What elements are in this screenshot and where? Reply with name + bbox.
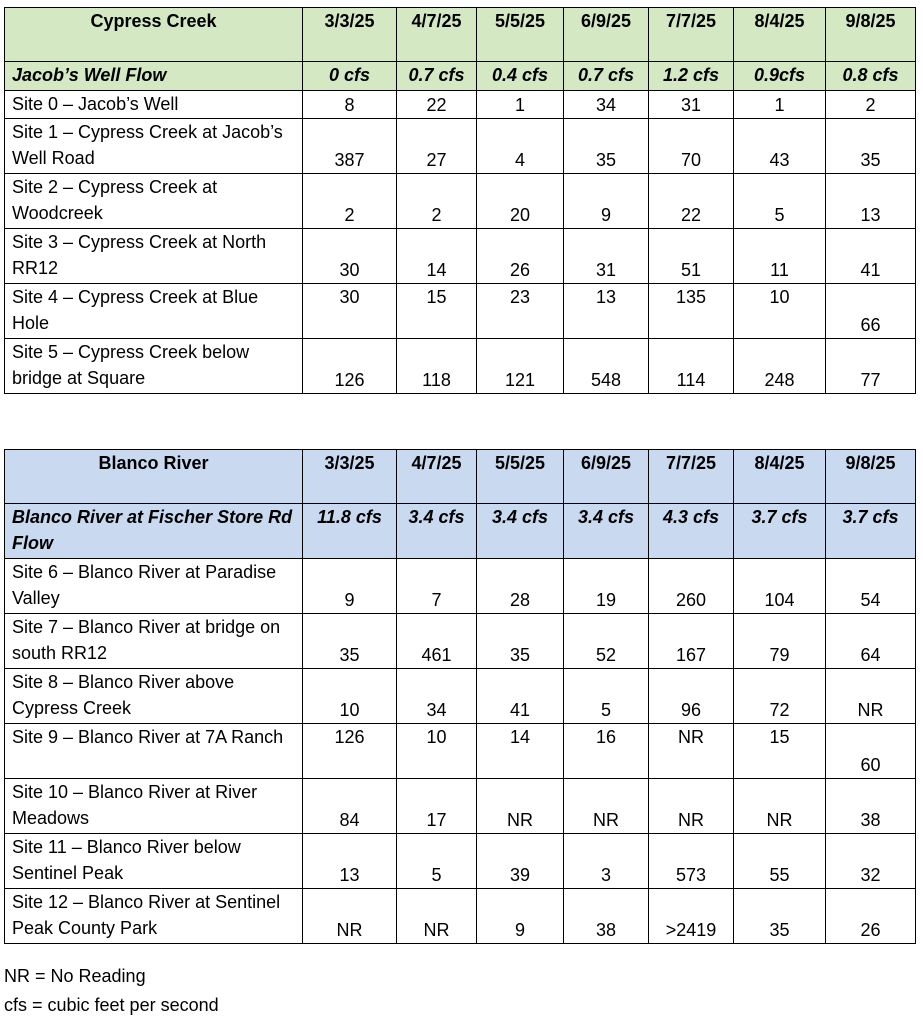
date-header: 6/9/25	[564, 450, 649, 504]
cell-value: 26	[477, 229, 564, 284]
cell-value: 9	[303, 559, 397, 614]
cell-value: 17	[397, 779, 477, 834]
cell-value: NR	[397, 889, 477, 944]
cell-value: NR	[564, 779, 649, 834]
cell-value: 22	[649, 174, 734, 229]
date-header: 4/7/25	[397, 8, 477, 62]
cell-value: 9	[564, 174, 649, 229]
date-header: 9/8/25	[826, 450, 916, 504]
cell-value: 2	[826, 91, 916, 119]
flow-value: 3.4 cfs	[564, 504, 649, 559]
cell-value: 10	[734, 284, 826, 339]
cell-value: NR	[649, 724, 734, 779]
cell-value: NR	[303, 889, 397, 944]
cell-value: 13	[303, 834, 397, 889]
site-name: Site 10 – Blanco River at River Meadows	[5, 779, 303, 834]
blanco-river-table	[4, 449, 916, 944]
date-header: 8/4/25	[734, 8, 826, 62]
cell-value: 260	[649, 559, 734, 614]
cell-value: 248	[734, 339, 826, 394]
cell-value: 573	[649, 834, 734, 889]
cell-value: 31	[564, 229, 649, 284]
cell-value: 548	[564, 339, 649, 394]
cell-value: 96	[649, 669, 734, 724]
date-header: 5/5/25	[477, 450, 564, 504]
cell-value: 30	[303, 229, 397, 284]
table-row	[5, 119, 916, 174]
cell-value: 41	[477, 669, 564, 724]
cell-value: 118	[397, 339, 477, 394]
cell-value: 461	[397, 614, 477, 669]
cell-value: 13	[826, 174, 916, 229]
cell-value: 32	[826, 834, 916, 889]
cell-value: 70	[649, 119, 734, 174]
cell-value: 8	[303, 91, 397, 119]
cell-value: 77	[826, 339, 916, 394]
site-name: Site 9 – Blanco River at 7A Ranch	[5, 724, 303, 779]
cell-value: 126	[303, 724, 397, 779]
cell-value: 55	[734, 834, 826, 889]
cell-value: 5	[397, 834, 477, 889]
cell-value: 79	[734, 614, 826, 669]
table-row	[5, 91, 916, 119]
cell-value: 35	[826, 119, 916, 174]
date-header: 7/7/25	[649, 8, 734, 62]
cell-value: 35	[303, 614, 397, 669]
date-header: 8/4/25	[734, 450, 826, 504]
cell-value: 5	[734, 174, 826, 229]
table-row	[5, 834, 916, 889]
cell-value: 387	[303, 119, 397, 174]
flow-value: 11.8 cfs	[303, 504, 397, 559]
cell-value: 34	[564, 91, 649, 119]
cell-value: 135	[649, 284, 734, 339]
legend-cfs: cfs = cubic feet per second	[4, 995, 219, 1015]
cell-value: 23	[477, 284, 564, 339]
cell-value: 10	[397, 724, 477, 779]
legend-nr: NR = No Reading	[4, 966, 146, 986]
table-title: Blanco River	[5, 450, 303, 504]
cell-value: 35	[564, 119, 649, 174]
table-title: Cypress Creek	[5, 8, 303, 62]
cell-value: 10	[303, 669, 397, 724]
cell-value: 38	[564, 889, 649, 944]
site-name: Site 5 – Cypress Creek below bridge at Square	[5, 339, 303, 394]
cell-value: 31	[649, 91, 734, 119]
cell-value: 35	[734, 889, 826, 944]
cell-value: 4	[477, 119, 564, 174]
cell-value: 14	[397, 229, 477, 284]
flow-value: 1.2 cfs	[649, 62, 734, 91]
cell-value: 1	[477, 91, 564, 119]
flow-value: 0.7 cfs	[564, 62, 649, 91]
cell-value: 72	[734, 669, 826, 724]
cell-value: 16	[564, 724, 649, 779]
cell-value: 22	[397, 91, 477, 119]
date-header: 4/7/25	[397, 450, 477, 504]
cell-value: 13	[564, 284, 649, 339]
flow-value: 0 cfs	[303, 62, 397, 91]
date-header: 9/8/25	[826, 8, 916, 62]
site-name: Site 4 – Cypress Creek at Blue Hole	[5, 284, 303, 339]
site-name: Site 3 – Cypress Creek at North RR12	[5, 229, 303, 284]
date-header: 3/3/25	[303, 450, 397, 504]
cell-value: 39	[477, 834, 564, 889]
flow-value: 4.3 cfs	[649, 504, 734, 559]
cell-value: 64	[826, 614, 916, 669]
cell-value: 28	[477, 559, 564, 614]
cell-value: 38	[826, 779, 916, 834]
flow-value: 0.7 cfs	[397, 62, 477, 91]
cell-value: 167	[649, 614, 734, 669]
cell-value: 35	[477, 614, 564, 669]
cell-value: 2	[397, 174, 477, 229]
cell-value: 27	[397, 119, 477, 174]
cell-value: 84	[303, 779, 397, 834]
cell-value: 19	[564, 559, 649, 614]
cell-value: 5	[564, 669, 649, 724]
cell-value: 51	[649, 229, 734, 284]
cell-value: 104	[734, 559, 826, 614]
cell-value: 1	[734, 91, 826, 119]
table-row	[5, 559, 916, 614]
site-name: Site 7 – Blanco River at bridge on south RR12	[5, 614, 303, 669]
flow-value: 0.9cfs	[734, 62, 826, 91]
cell-value: >2419	[649, 889, 734, 944]
cell-value: 2	[303, 174, 397, 229]
cell-value: NR	[649, 779, 734, 834]
table-row	[5, 229, 916, 284]
table-row	[5, 174, 916, 229]
cell-value: 14	[477, 724, 564, 779]
table-row	[5, 339, 916, 394]
cell-value: 9	[477, 889, 564, 944]
flow-value: 3.7 cfs	[826, 504, 916, 559]
site-name: Site 11 – Blanco River below Sentinel Peak	[5, 834, 303, 889]
table-row	[5, 779, 916, 834]
cell-value: NR	[477, 779, 564, 834]
site-name: Site 2 – Cypress Creek at Woodcreek	[5, 174, 303, 229]
cypress-creek-table	[4, 7, 916, 394]
cell-value: 15	[397, 284, 477, 339]
cell-value: 52	[564, 614, 649, 669]
flow-value: 3.4 cfs	[397, 504, 477, 559]
site-name: Site 1 – Cypress Creek at Jacob’s Well Road	[5, 119, 303, 174]
table-row	[5, 284, 916, 339]
cell-value: 30	[303, 284, 397, 339]
cell-value: 66	[826, 284, 916, 339]
cell-value: 126	[303, 339, 397, 394]
cell-value: 41	[826, 229, 916, 284]
cell-value: 3	[564, 834, 649, 889]
site-name: Site 6 – Blanco River at Paradise Valley	[5, 559, 303, 614]
cell-value: 60	[826, 724, 916, 779]
date-header: 5/5/25	[477, 8, 564, 62]
flow-value: 3.4 cfs	[477, 504, 564, 559]
cell-value: 11	[734, 229, 826, 284]
table-row	[5, 889, 916, 944]
site-name: Site 12 – Blanco River at Sentinel Peak County Park	[5, 889, 303, 944]
cell-value: NR	[734, 779, 826, 834]
date-header: 3/3/25	[303, 8, 397, 62]
flow-value: 0.4 cfs	[477, 62, 564, 91]
cell-value: 114	[649, 339, 734, 394]
flow-label: Blanco River at Fischer Store Rd Flow	[5, 504, 303, 559]
cell-value: 15	[734, 724, 826, 779]
site-name: Site 8 – Blanco River above Cypress Creek	[5, 669, 303, 724]
cell-value: 43	[734, 119, 826, 174]
cell-value: 54	[826, 559, 916, 614]
cell-value: 34	[397, 669, 477, 724]
table-row	[5, 614, 916, 669]
table-row	[5, 724, 916, 779]
cell-value: 20	[477, 174, 564, 229]
site-name: Site 0 – Jacob’s Well	[5, 91, 303, 119]
date-header: 7/7/25	[649, 450, 734, 504]
date-header: 6/9/25	[564, 8, 649, 62]
cell-value: 26	[826, 889, 916, 944]
table-row	[5, 669, 916, 724]
cell-value: 7	[397, 559, 477, 614]
flow-label: Jacob’s Well Flow	[5, 62, 303, 91]
flow-value: 0.8 cfs	[826, 62, 916, 91]
cell-value: 121	[477, 339, 564, 394]
flow-value: 3.7 cfs	[734, 504, 826, 559]
cell-value: NR	[826, 669, 916, 724]
